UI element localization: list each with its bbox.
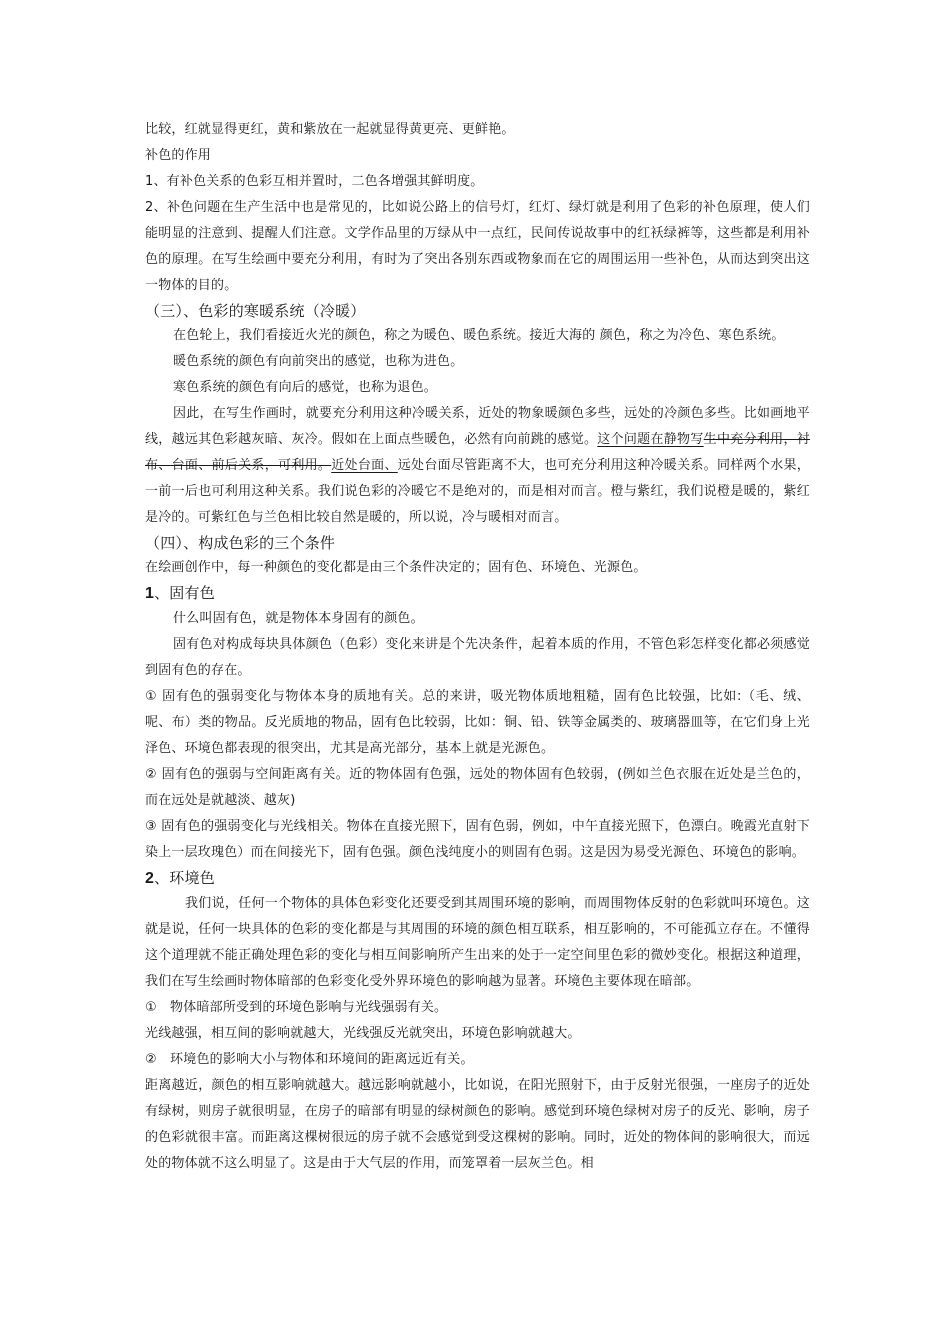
- paragraph: 1、有补色关系的色彩互相并置时，二色各增强其鲜明度。: [145, 174, 484, 189]
- text-run: 远处台面尽管距离不大，也可充分利用这种冷暖关系。同样两个水果，一前一后也可利用这种关系。我们说色彩的冷暖它不是绝对的，而是相对而言。橙与紫红，我们说橙是暖的，紫红是冷的。可紫红色与兰色相比较自然是暖的，所以说，冷与暖相对而言。: [145, 458, 810, 525]
- heading-text: 、环境色: [154, 869, 215, 887]
- paragraph: 什么叫固有色，就是物体本身固有的颜色。: [173, 611, 424, 626]
- list-item: ① 固有色的强弱变化与物体本身的质地有关。总的来讲，吸光物体质地粗糙，固有色比较强，比如:（毛、绒、呢、布）类的物品。反光质地的物品，固有色比较弱，比如：铜、铅、铁等金属类的、玻璃器皿等，在它们身上光泽色、环境色都表现的很突出，尤其是高光部分，基本上就是光源色。: [145, 689, 810, 756]
- list-item: ① 物体暗部所受到的环境色影响与光线强弱有关。: [145, 1000, 448, 1015]
- paragraph: 2、补色问题在生产生活中也是常见的，比如说公路上的信号灯，红灯、绿灯就是利用了色彩的补色原理，使人们能明显的注意到、提醒人们注意。文学作品里的万绿从中一点红，民间传说故事中的红袄绿裤等，这些都是利用补色的原理。在写生绘画中要充分利用，有时为了突出各别东西或物象而在它的周围运用一些补色，从而达到突出这一物体的目的。: [145, 200, 810, 293]
- underlined-text: 近处台面、: [331, 458, 398, 473]
- paragraph: 我们说，任何一个物体的具体色彩变化还要受到其周围环境的影响，而周围物体反射的色彩就叫环境色。这就是说，任何一块具体的色彩的变化都是与其周围的环境的颜色相互联系，相互影响的，不可能孤立存在。不懂得这个道理就不能正确处理色彩的变化与相互间影响所产生出来的处于一定空间里色彩的微妙变化。根据这种道理，我们在写生绘画时物体暗部的色彩变化受外界环境色的影响越为显著。环境色主要体现在暗部。: [145, 896, 810, 989]
- section-heading-3: （三）、色彩的寒暖系统（冷暖）: [145, 302, 366, 320]
- section-heading-4: （四）、构成色彩的三个条件: [145, 534, 336, 552]
- struck-text: 生中充分利用，衬布、台面、前后关系，可利用。: [145, 432, 810, 473]
- paragraph: 在绘画创作中，每一种颜色的变化都是由三个条件决定的；固有色、环境色、光源色。: [145, 560, 647, 575]
- list-item: ③ 固有色的强弱变化与光线相关。物体在直接光照下，固有色弱，例如，中午直接光照下，色漂白。晚霞光直射下染上一层玫瑰色）而在间接光下，固有色强。颜色浅纯度小的则固有色弱。这是因为易受光源色、环境色的影响。: [145, 819, 810, 860]
- subheading: 补色的作用: [145, 148, 212, 163]
- paragraph: [145, 401, 810, 531]
- heading-number: 1: [145, 585, 155, 602]
- paragraph: 固有色对构成每块具体颜色（色彩）变化来讲是个先决条件，起着本质的作用，不管色彩怎样变化都必须感觉到固有色的存在。: [145, 637, 810, 678]
- text-run: 因此，在写生作画时，就要充分利用这种冷暖关系，近处的物象暖颜色多些，远处的冷颜色多些。比如画地平线，越远其色彩越灰暗、灰冷。假如在上面点些暖色，必然有向前跳的感觉。: [145, 406, 810, 447]
- heading-text: 、固有色: [154, 584, 215, 602]
- heading-environment-color: [145, 866, 810, 891]
- heading-number: 2: [145, 870, 155, 887]
- paragraph: 距离越近，颜色的相互影响就越大。越远影响就越小，比如说，在阳光照射下，由于反射光很强，一座房子的近处有绿树，则房子就很明显，在房子的暗部有明显的绿树颜色的影响。感觉到环境色绿树对房子的反光、影响，房子的色彩就很丰富。而距离这棵树很远的房子就不会感觉到受这棵树的影响。同时，近处的物体间的影响很大，而远处的物体就不这么明显了。这是由于大气层的作用，而笼罩着一层灰兰色。相: [145, 1078, 810, 1171]
- heading-inherent-color: [145, 581, 810, 606]
- paragraph: 比较，红就显得更红，黄和紫放在一起就显得黄更亮、更鲜艳。: [145, 122, 515, 137]
- document-page: [145, 117, 810, 1177]
- list-item: ② 环境色的影响大小与物体和环境间的距离远近有关。: [145, 1052, 474, 1067]
- paragraph: 在色轮上，我们看接近火光的颜色，称之为暖色、暖色系统。接近大海的 颜色，称之为冷色、寒色系统。: [173, 328, 785, 343]
- paragraph: 寒色系统的颜色有向后的感觉，也称为退色。: [173, 380, 438, 395]
- paragraph: 暖色系统的颜色有向前突出的感觉，也称为进色。: [173, 354, 464, 369]
- underlined-text: 这个问题在静物写: [597, 432, 704, 447]
- list-item: ② 固有色的强弱与空间距离有关。近的物体固有色强，远处的物体固有色较弱，(例如兰色衣服在近处是兰色的，而在远处是就越淡、越灰): [145, 767, 810, 808]
- paragraph: 光线越强，相互间的影响就越大，光线强反光就突出，环境色影响就越大。: [145, 1026, 581, 1041]
